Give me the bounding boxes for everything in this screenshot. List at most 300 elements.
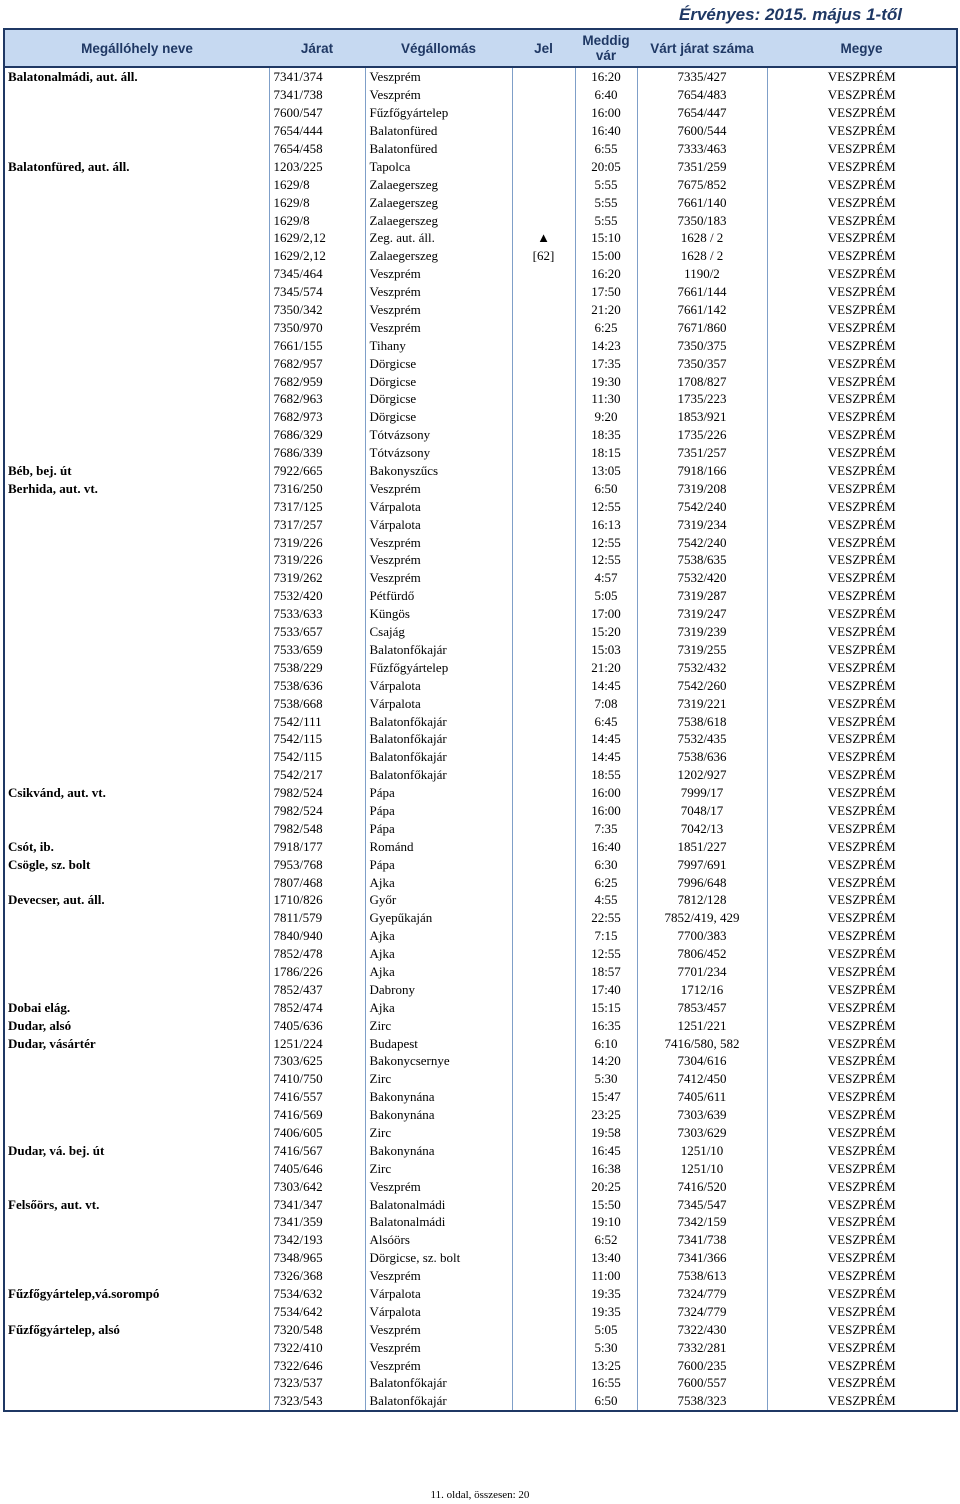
wait-until-cell: 16:35 <box>575 1016 637 1034</box>
route-number-cell: 7322/646 <box>269 1356 365 1374</box>
county-cell: VESZPRÉM <box>767 1088 957 1106</box>
stop-name-cell <box>4 1374 269 1392</box>
county-cell: VESZPRÉM <box>767 462 957 480</box>
county-cell: VESZPRÉM <box>767 1052 957 1070</box>
route-number-cell: 7350/970 <box>269 318 365 336</box>
table-row <box>4 229 957 247</box>
awaited-route-cell: 7332/281 <box>637 1338 767 1356</box>
awaited-route-cell: 7999/17 <box>637 784 767 802</box>
route-number-cell: 7350/342 <box>269 301 365 319</box>
wait-until-cell: 18:35 <box>575 426 637 444</box>
county-cell: VESZPRÉM <box>767 86 957 104</box>
wait-until-cell: 7:35 <box>575 819 637 837</box>
table-row <box>4 157 957 175</box>
awaited-route-cell: 7319/208 <box>637 479 767 497</box>
table-row <box>4 1302 957 1320</box>
terminus-cell: Balatonfőkajár <box>365 1374 512 1392</box>
terminus-cell: Veszprém <box>365 479 512 497</box>
stop-name-cell: Csögle, sz. bolt <box>4 855 269 873</box>
table-row <box>4 1338 957 1356</box>
mark-cell <box>512 1231 575 1249</box>
terminus-cell: Balatonfőkajár <box>365 748 512 766</box>
header-mark: Jel <box>512 29 575 67</box>
county-cell: VESZPRÉM <box>767 122 957 140</box>
table-row <box>4 1159 957 1177</box>
route-number-cell: 7303/642 <box>269 1177 365 1195</box>
route-number-cell: 7303/625 <box>269 1052 365 1070</box>
mark-cell <box>512 408 575 426</box>
wait-until-cell: 5:05 <box>575 587 637 605</box>
mark-cell <box>512 1356 575 1374</box>
mark-cell <box>512 730 575 748</box>
table-row <box>4 1231 957 1249</box>
wait-until-cell: 12:55 <box>575 551 637 569</box>
wait-until-cell: 16:20 <box>575 67 637 86</box>
awaited-route-cell: 7538/635 <box>637 551 767 569</box>
route-number-cell: 7811/579 <box>269 909 365 927</box>
stop-name-cell: Dudar, alsó <box>4 1016 269 1034</box>
mark-cell <box>512 1267 575 1285</box>
table-row <box>4 86 957 104</box>
terminus-cell: Ajka <box>365 945 512 963</box>
awaited-route-cell: 7532/435 <box>637 730 767 748</box>
county-cell: VESZPRÉM <box>767 408 957 426</box>
terminus-cell: Veszprém <box>365 533 512 551</box>
wait-until-cell: 13:05 <box>575 462 637 480</box>
awaited-route-cell: 7351/259 <box>637 157 767 175</box>
awaited-route-cell: 1251/221 <box>637 1016 767 1034</box>
wait-until-cell: 18:57 <box>575 963 637 981</box>
stop-name-cell <box>4 140 269 158</box>
route-number-cell: 7852/437 <box>269 980 365 998</box>
mark-cell <box>512 873 575 891</box>
county-cell: VESZPRÉM <box>767 587 957 605</box>
wait-until-cell: 16:00 <box>575 802 637 820</box>
wait-until-cell: 6:50 <box>575 1392 637 1411</box>
awaited-route-cell: 7319/234 <box>637 515 767 533</box>
header-terminus: Végállomás <box>365 29 512 67</box>
wait-until-cell: 6:50 <box>575 479 637 497</box>
county-cell: VESZPRÉM <box>767 1356 957 1374</box>
terminus-cell: Veszprém <box>365 86 512 104</box>
mark-cell <box>512 104 575 122</box>
awaited-route-cell: 1628 / 2 <box>637 229 767 247</box>
route-number-cell: 7953/768 <box>269 855 365 873</box>
stop-name-cell <box>4 408 269 426</box>
route-number-cell: 7348/965 <box>269 1249 365 1267</box>
table-row <box>4 479 957 497</box>
table-row <box>4 1177 957 1195</box>
route-number-cell: 7345/464 <box>269 265 365 283</box>
wait-until-cell: 19:35 <box>575 1302 637 1320</box>
table-row <box>4 140 957 158</box>
table-row <box>4 623 957 641</box>
wait-until-cell: 17:00 <box>575 605 637 623</box>
mark-cell <box>512 265 575 283</box>
stop-name-cell <box>4 497 269 515</box>
awaited-route-cell: 1708/827 <box>637 372 767 390</box>
awaited-route-cell: 7333/463 <box>637 140 767 158</box>
terminus-cell: Veszprém <box>365 569 512 587</box>
mark-cell <box>512 855 575 873</box>
route-number-cell: 7323/543 <box>269 1392 365 1411</box>
table-row <box>4 336 957 354</box>
wait-until-cell: 9:20 <box>575 408 637 426</box>
awaited-route-cell: 7654/447 <box>637 104 767 122</box>
terminus-cell: Ajka <box>365 873 512 891</box>
table-row <box>4 748 957 766</box>
wait-until-cell: 19:30 <box>575 372 637 390</box>
stop-name-cell <box>4 963 269 981</box>
table-row <box>4 712 957 730</box>
stop-name-cell <box>4 1213 269 1231</box>
route-number-cell: 7320/548 <box>269 1320 365 1338</box>
county-cell: VESZPRÉM <box>767 1159 957 1177</box>
mark-cell <box>512 766 575 784</box>
stop-name-cell <box>4 175 269 193</box>
table-row <box>4 1320 957 1338</box>
county-cell: VESZPRÉM <box>767 247 957 265</box>
table-row <box>4 819 957 837</box>
stop-name-cell <box>4 318 269 336</box>
wait-until-cell: 14:45 <box>575 730 637 748</box>
route-number-cell: 7654/458 <box>269 140 365 158</box>
awaited-route-cell: 7812/128 <box>637 891 767 909</box>
table-row <box>4 1106 957 1124</box>
awaited-route-cell: 7341/366 <box>637 1249 767 1267</box>
terminus-cell: Tapolca <box>365 157 512 175</box>
county-cell: VESZPRÉM <box>767 1213 957 1231</box>
timetable <box>3 28 958 1412</box>
awaited-route-cell: 7600/235 <box>637 1356 767 1374</box>
terminus-cell: Csajág <box>365 623 512 641</box>
route-number-cell: 7319/226 <box>269 533 365 551</box>
county-cell: VESZPRÉM <box>767 891 957 909</box>
table-row <box>4 927 957 945</box>
table-row <box>4 354 957 372</box>
table-row <box>4 408 957 426</box>
county-cell: VESZPRÉM <box>767 390 957 408</box>
route-number-cell: 7410/750 <box>269 1070 365 1088</box>
terminus-cell: Bakonycsernye <box>365 1052 512 1070</box>
mark-cell <box>512 1141 575 1159</box>
wait-until-cell: 15:50 <box>575 1195 637 1213</box>
mark-cell <box>512 1338 575 1356</box>
awaited-route-cell: 7335/427 <box>637 67 767 86</box>
county-cell: VESZPRÉM <box>767 193 957 211</box>
terminus-cell: Dörgicse <box>365 372 512 390</box>
terminus-cell: Várpalota <box>365 1285 512 1303</box>
county-cell: VESZPRÉM <box>767 855 957 873</box>
table-row <box>4 569 957 587</box>
table-row <box>4 104 957 122</box>
county-cell: VESZPRÉM <box>767 1302 957 1320</box>
terminus-cell: Ajka <box>365 963 512 981</box>
mark-cell <box>512 1320 575 1338</box>
county-cell: VESZPRÉM <box>767 372 957 390</box>
mark-cell <box>512 1034 575 1052</box>
county-cell: VESZPRÉM <box>767 551 957 569</box>
header-until: Meddig vár <box>575 29 637 67</box>
terminus-cell: Budapest <box>365 1034 512 1052</box>
county-cell: VESZPRÉM <box>767 533 957 551</box>
stop-name-cell <box>4 193 269 211</box>
route-number-cell: 7316/250 <box>269 479 365 497</box>
county-cell: VESZPRÉM <box>767 980 957 998</box>
stop-name-cell <box>4 1302 269 1320</box>
stop-name-cell <box>4 1338 269 1356</box>
route-number-cell: 7345/574 <box>269 283 365 301</box>
terminus-cell: Ajka <box>365 998 512 1016</box>
header-route: Járat <box>269 29 365 67</box>
route-number-cell: 1629/8 <box>269 211 365 229</box>
terminus-cell: Bakonynána <box>365 1106 512 1124</box>
county-cell: VESZPRÉM <box>767 998 957 1016</box>
table-row <box>4 802 957 820</box>
table-row <box>4 1088 957 1106</box>
route-number-cell: 7534/632 <box>269 1285 365 1303</box>
stop-name-cell: Fűzfőgyártelep, alsó <box>4 1320 269 1338</box>
mark-cell <box>512 927 575 945</box>
stop-name-cell <box>4 980 269 998</box>
route-number-cell: 7840/940 <box>269 927 365 945</box>
route-number-cell: 7341/359 <box>269 1213 365 1231</box>
mark-cell <box>512 712 575 730</box>
mark-cell <box>512 569 575 587</box>
awaited-route-cell: 7996/648 <box>637 873 767 891</box>
awaited-route-cell: 7319/221 <box>637 694 767 712</box>
wait-until-cell: 7:15 <box>575 927 637 945</box>
mark-cell <box>512 1249 575 1267</box>
terminus-cell: Veszprém <box>365 265 512 283</box>
county-cell: VESZPRÉM <box>767 104 957 122</box>
wait-until-cell: 15:47 <box>575 1088 637 1106</box>
table-row <box>4 1392 957 1411</box>
awaited-route-cell: 7319/239 <box>637 623 767 641</box>
route-number-cell: 7538/636 <box>269 676 365 694</box>
table-row <box>4 909 957 927</box>
terminus-cell: Balatonfőkajár <box>365 712 512 730</box>
route-number-cell: 7922/665 <box>269 462 365 480</box>
route-number-cell: 7342/193 <box>269 1231 365 1249</box>
wait-until-cell: 20:25 <box>575 1177 637 1195</box>
stop-name-cell <box>4 354 269 372</box>
stop-name-cell <box>4 1356 269 1374</box>
awaited-route-cell: 7303/629 <box>637 1124 767 1142</box>
terminus-cell: Veszprém <box>365 1267 512 1285</box>
table-row <box>4 247 957 265</box>
route-number-cell: 7918/177 <box>269 837 365 855</box>
table-row <box>4 283 957 301</box>
terminus-cell: Veszprém <box>365 301 512 319</box>
table-row <box>4 641 957 659</box>
mark-cell <box>512 122 575 140</box>
terminus-cell: Veszprém <box>365 1320 512 1338</box>
county-cell: VESZPRÉM <box>767 354 957 372</box>
terminus-cell: Zalaegerszeg <box>365 211 512 229</box>
stop-name-cell <box>4 283 269 301</box>
county-cell: VESZPRÉM <box>767 1285 957 1303</box>
terminus-cell: Tótvázsony <box>365 426 512 444</box>
awaited-route-cell: 7351/257 <box>637 444 767 462</box>
mark-cell <box>512 1070 575 1088</box>
terminus-cell: Balatonfüred <box>365 140 512 158</box>
county-cell: VESZPRÉM <box>767 318 957 336</box>
awaited-route-cell: 7341/738 <box>637 1231 767 1249</box>
stop-name-cell <box>4 641 269 659</box>
county-cell: VESZPRÉM <box>767 1177 957 1195</box>
route-number-cell: 7661/155 <box>269 336 365 354</box>
stop-name-cell: Dudar, vásártér <box>4 1034 269 1052</box>
wait-until-cell: 6:10 <box>575 1034 637 1052</box>
table-row <box>4 1267 957 1285</box>
county-cell: VESZPRÉM <box>767 1124 957 1142</box>
route-number-cell: 7341/347 <box>269 1195 365 1213</box>
awaited-route-cell: 1851/227 <box>637 837 767 855</box>
mark-cell <box>512 426 575 444</box>
stop-name-cell <box>4 712 269 730</box>
mark-cell <box>512 462 575 480</box>
county-cell: VESZPRÉM <box>767 802 957 820</box>
terminus-cell: Veszprém <box>365 318 512 336</box>
terminus-cell: Győr <box>365 891 512 909</box>
terminus-cell: Pápa <box>365 802 512 820</box>
table-row <box>4 265 957 283</box>
stop-name-cell <box>4 1159 269 1177</box>
stop-name-cell: Balatonalmádi, aut. áll. <box>4 67 269 86</box>
wait-until-cell: 14:23 <box>575 336 637 354</box>
stop-name-cell <box>4 605 269 623</box>
wait-until-cell: 6:30 <box>575 855 637 873</box>
stop-name-cell: Fűzfőgyártelep,vá.sorompó <box>4 1285 269 1303</box>
terminus-cell: Balatonfüred <box>365 122 512 140</box>
stop-name-cell <box>4 551 269 569</box>
county-cell: VESZPRÉM <box>767 211 957 229</box>
mark-cell <box>512 676 575 694</box>
wait-until-cell: 13:25 <box>575 1356 637 1374</box>
county-cell: VESZPRÉM <box>767 426 957 444</box>
header-county: Megye <box>767 29 957 67</box>
wait-until-cell: 12:55 <box>575 533 637 551</box>
table-row <box>4 1285 957 1303</box>
route-number-cell: 7982/524 <box>269 784 365 802</box>
table-row <box>4 1374 957 1392</box>
route-number-cell: 7682/959 <box>269 372 365 390</box>
county-cell: VESZPRÉM <box>767 1320 957 1338</box>
stop-name-cell <box>4 730 269 748</box>
table-row <box>4 444 957 462</box>
table-row <box>4 497 957 515</box>
terminus-cell: Dörgicse <box>365 390 512 408</box>
route-number-cell: 7416/569 <box>269 1106 365 1124</box>
awaited-route-cell: 7542/260 <box>637 676 767 694</box>
terminus-cell: Gyepűkaján <box>365 909 512 927</box>
county-cell: VESZPRÉM <box>767 336 957 354</box>
terminus-cell: Dörgicse, sz. bolt <box>365 1249 512 1267</box>
county-cell: VESZPRÉM <box>767 283 957 301</box>
mark-cell <box>512 157 575 175</box>
stop-name-cell <box>4 1249 269 1267</box>
stop-name-cell <box>4 1088 269 1106</box>
wait-until-cell: 21:20 <box>575 658 637 676</box>
wait-until-cell: 11:00 <box>575 1267 637 1285</box>
table-row <box>4 873 957 891</box>
awaited-route-cell: 7324/779 <box>637 1302 767 1320</box>
wait-until-cell: 16:13 <box>575 515 637 533</box>
awaited-route-cell: 7319/287 <box>637 587 767 605</box>
route-number-cell: 7532/420 <box>269 587 365 605</box>
wait-until-cell: 17:40 <box>575 980 637 998</box>
route-number-cell: 7322/410 <box>269 1338 365 1356</box>
table-row <box>4 1356 957 1374</box>
county-cell: VESZPRÉM <box>767 1392 957 1411</box>
mark-cell <box>512 283 575 301</box>
terminus-cell: Várpalota <box>365 515 512 533</box>
table-row <box>4 1052 957 1070</box>
county-cell: VESZPRÉM <box>767 229 957 247</box>
stop-name-cell <box>4 515 269 533</box>
route-number-cell: 7326/368 <box>269 1267 365 1285</box>
county-cell: VESZPRÉM <box>767 175 957 193</box>
mark-cell <box>512 1016 575 1034</box>
table-row <box>4 587 957 605</box>
table-row <box>4 963 957 981</box>
terminus-cell: Balatonfőkajár <box>365 1392 512 1411</box>
table-row <box>4 1016 957 1034</box>
stop-name-cell <box>4 1052 269 1070</box>
stop-name-cell: Csikvánd, aut. vt. <box>4 784 269 802</box>
wait-until-cell: 14:45 <box>575 676 637 694</box>
county-cell: VESZPRÉM <box>767 515 957 533</box>
terminus-cell: Zirc <box>365 1016 512 1034</box>
stop-name-cell <box>4 1267 269 1285</box>
wait-until-cell: 16:40 <box>575 122 637 140</box>
mark-cell <box>512 802 575 820</box>
wait-until-cell: 4:55 <box>575 891 637 909</box>
table-row <box>4 515 957 533</box>
awaited-route-cell: 7322/430 <box>637 1320 767 1338</box>
awaited-route-cell: 1712/16 <box>637 980 767 998</box>
awaited-route-cell: 7918/166 <box>637 462 767 480</box>
awaited-route-cell: 7997/691 <box>637 855 767 873</box>
route-number-cell: 7416/557 <box>269 1088 365 1106</box>
stop-name-cell <box>4 1070 269 1088</box>
stop-name-cell: Dobai elág. <box>4 998 269 1016</box>
mark-cell <box>512 587 575 605</box>
wait-until-cell: 22:55 <box>575 909 637 927</box>
terminus-cell: Tótvázsony <box>365 444 512 462</box>
mark-cell <box>512 658 575 676</box>
county-cell: VESZPRÉM <box>767 837 957 855</box>
awaited-route-cell: 1251/10 <box>637 1159 767 1177</box>
terminus-cell: Veszprém <box>365 1356 512 1374</box>
county-cell: VESZPRÉM <box>767 265 957 283</box>
route-number-cell: 7533/659 <box>269 641 365 659</box>
table-row <box>4 1034 957 1052</box>
county-cell: VESZPRÉM <box>767 748 957 766</box>
route-number-cell: 7542/111 <box>269 712 365 730</box>
terminus-cell: Dabrony <box>365 980 512 998</box>
route-number-cell: 7682/957 <box>269 354 365 372</box>
table-row <box>4 694 957 712</box>
county-cell: VESZPRÉM <box>767 963 957 981</box>
page-footer: 11. oldal, összesen: 20 <box>430 1489 530 1501</box>
mark-cell <box>512 1374 575 1392</box>
wait-until-cell: 7:08 <box>575 694 637 712</box>
awaited-route-cell: 7319/255 <box>637 641 767 659</box>
wait-until-cell: 5:55 <box>575 193 637 211</box>
header-stop: Megállóhely neve <box>4 29 269 67</box>
